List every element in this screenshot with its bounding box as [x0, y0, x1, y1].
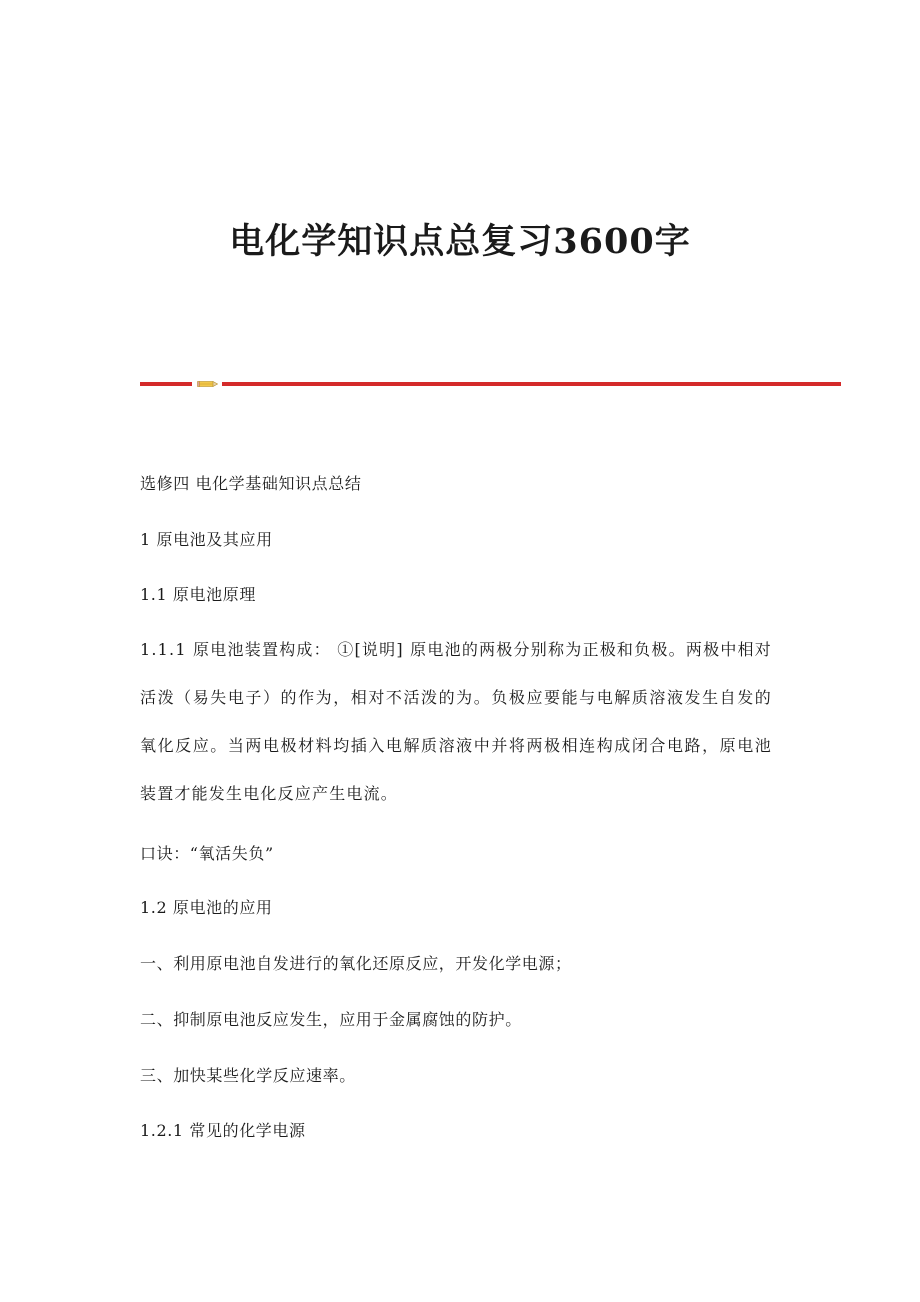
paragraph: 1.1.1 原电池装置构成： ①[说明] 原电池的两极分别称为正极和负极。两极中相对活泼（易失电子）的作为，相对不活泼的为。负极应要能与电解质溶液发生自发的氧化反应。当两电极材料均插入电解质溶液中并将两极相连构成闭合电路，原电池装置才能发生电化反应产生电流。 — [140, 640, 772, 803]
section-heading: 选修四 电化学基础知识点总结 — [140, 474, 362, 493]
paragraph: 口诀：“氧活失负” — [140, 844, 274, 863]
section-heading: 1.2 原电池的应用 — [140, 898, 273, 917]
section-heading: 1.1 原电池原理 — [140, 585, 256, 604]
section-heading: 1.2.1 常见的化学电源 — [140, 1121, 306, 1140]
divider-left-segment — [140, 382, 192, 386]
pencil-icon — [197, 379, 218, 389]
document-title: 电化学知识点总复习3600字 — [229, 221, 691, 262]
list-item: 一、利用原电池自发进行的氧化还原反应，开发化学电源； — [140, 954, 572, 973]
list-item: 二、抑制原电池反应发生，应用于金属腐蚀的防护。 — [140, 1010, 522, 1029]
section-heading: 1 原电池及其应用 — [140, 530, 273, 549]
divider-right-segment — [222, 382, 841, 386]
list-item: 三、加快某些化学反应速率。 — [140, 1066, 356, 1085]
title-divider — [140, 378, 841, 390]
